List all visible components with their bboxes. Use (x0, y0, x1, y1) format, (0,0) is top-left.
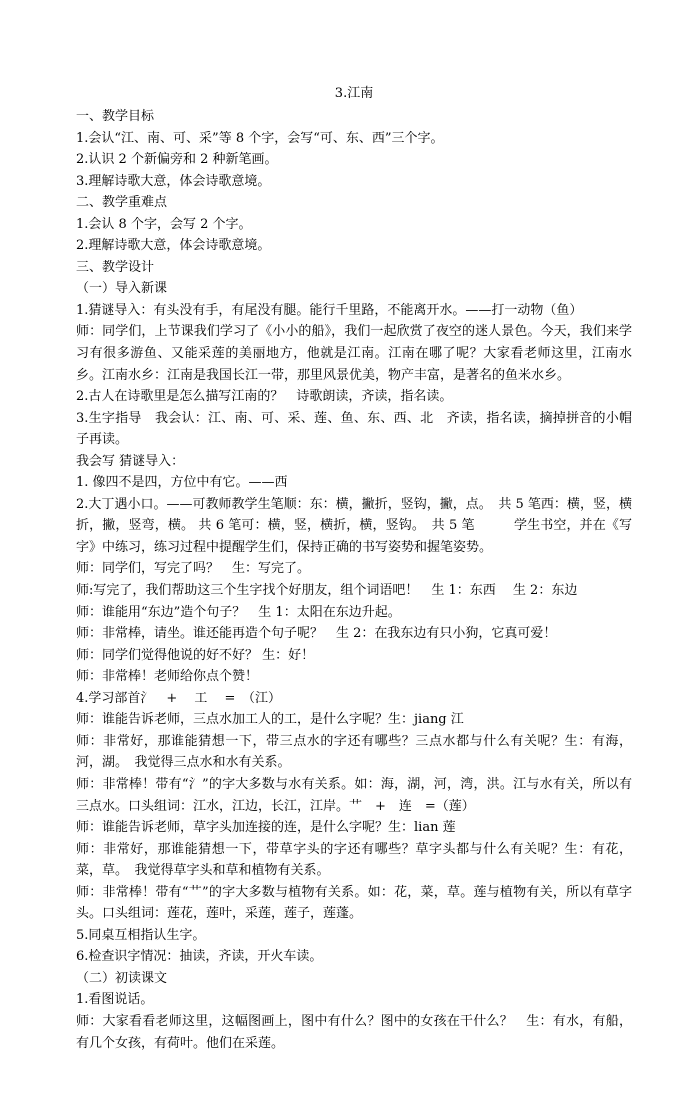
text-line: 师：非常棒！老师给你点个赞！ (76, 669, 259, 685)
text-line: 6.检查识字情况：抽读，齐读，开火车读。 (76, 949, 323, 965)
text-line: 5.同桌互相指认生字。 (76, 927, 206, 943)
text-line: 三、教学设计 (76, 259, 155, 275)
text-line: 一、教学目标 (76, 109, 155, 124)
text-line: 师：非常好，那谁能猜想一下，带草字头的字还有哪些？草字头都与什么有关呢？生：有花，菜，草。 我觉得草字头和草和植物有关系。 (76, 841, 632, 879)
text-line: 1.会认“江、南、可、采”等 8 个字，会写“可、东、西”三个字。 (76, 130, 444, 146)
text-line: 1.看图说话。 (76, 992, 154, 1008)
text-line: 二、教学重难点 (76, 195, 168, 211)
text-line: 师：同学们，上节课我们学习了《小小的船》，我们一起欣赏了夜空的迷人景色。今天，我们来学习有很多游鱼、又能采莲的美丽地方，他就是江南。江南在哪了呢？大家看老师这里，江南水乡。江南水乡：江南是我国长江一带，那里风景优美，物产丰富，是著名的鱼米水乡。 (76, 324, 632, 383)
text-line: 师：谁能用“东边”造个句子？ 生 1：太阳在东边升起。 (76, 604, 401, 620)
text-line: 师：谁能告诉老师，三点水加工人的工，是什么字呢？生：jiang 江 (76, 712, 464, 728)
text-line: 我会写 猜谜导入： (76, 453, 185, 469)
text-line: 1.猜谜导入：有头没有手，有尾没有腿。能行千里路，不能离开水。——打一动物（鱼） (76, 302, 583, 318)
text-line: 师：非常棒，请坐。谁还能再造个句子呢？ 生 2：在我东边有只小狗，它真可爱！ (76, 626, 557, 642)
document-title: 3.江南 (334, 86, 374, 101)
text-line: 师：同学们觉得他说的好不好？ 生：好！ (76, 647, 315, 663)
text-line: 4.学习部首氵 + 工 = （江） (76, 690, 281, 706)
text-line: 2.认识 2 个新偏旁和 2 种新笔画。 (76, 152, 278, 168)
text-line: 2.理解诗歌大意，体会诗歌意境。 (76, 238, 271, 254)
text-line: 师：非常棒！带有“氵”的字大多数与水有关系。如：海，湖，河，湾，洪。江与水有关，所以有三点水。口头组词：江水，江边，长江，江岸。艹 + 连 =（莲） (76, 776, 632, 814)
text-line: 师:写完了，我们帮助这三个生字找个好朋友，组个词语吧！ 生 1：东西 生 2：东边 (76, 583, 578, 599)
text-line: 师：非常好，那谁能猜想一下，带三点水的字还有哪些？三点水都与什么有关呢？生：有海，河，湖。 我觉得三点水和水有关系。 (76, 733, 632, 771)
text-line: 师：同学们，写完了吗？ 生：写完了。 (76, 561, 311, 577)
text-line: 1. 像四不是四，方位中有它。——西 (76, 475, 288, 491)
text-line: 师：非常棒！带有“艹”的字大多数与植物有关系。如：花，菜，草。莲与植物有关，所以有草字头。口头组词：莲花，莲叶，采莲，莲子，莲蓬。 (76, 884, 632, 922)
text-line: 3.生字指导 我会认：江、南、可、采、莲、鱼、东、西、北 齐读，指名读，摘掉拼音的小帽子再读。 (76, 410, 632, 448)
text-line: 2.古人在诗歌里是怎么描写江南的？ 诗歌朗读，齐读，指名读。 (76, 389, 453, 405)
text-line: 师：大家看看老师这里，这幅图画上，图中有什么？图中的女孩在干什么？ 生：有水，有船，有几个女孩，有荷叶。他们在采莲。 (76, 1013, 632, 1051)
text-line: 师：谁能告诉老师，草字头加连接的连，是什么字呢？生：lian 莲 (76, 820, 456, 836)
text-line: （一）导入新课 (76, 281, 168, 297)
document-page (76, 84, 632, 1054)
document-body (76, 106, 632, 1054)
text-line: （二）初读课文 (76, 970, 168, 986)
text-line: 1.会认 8 个字，会写 2 个字。 (76, 216, 252, 232)
text-line: 3.理解诗歌大意，体会诗歌意境。 (76, 173, 271, 189)
text-line: 2.大丁遇小口。——可教师教学生笔顺：东：横，撇折，竖钩，撇，点。 共 5 笔西：横，竖，横折，撇，竖弯，横。 共 6 笔可：横，竖，横折，横，竖钩。 共 5 笔 学生书空，并在《写字》中练习，练习过程中提醒学生们，保持正确的书写姿势和握笔姿势。 (76, 496, 632, 555)
